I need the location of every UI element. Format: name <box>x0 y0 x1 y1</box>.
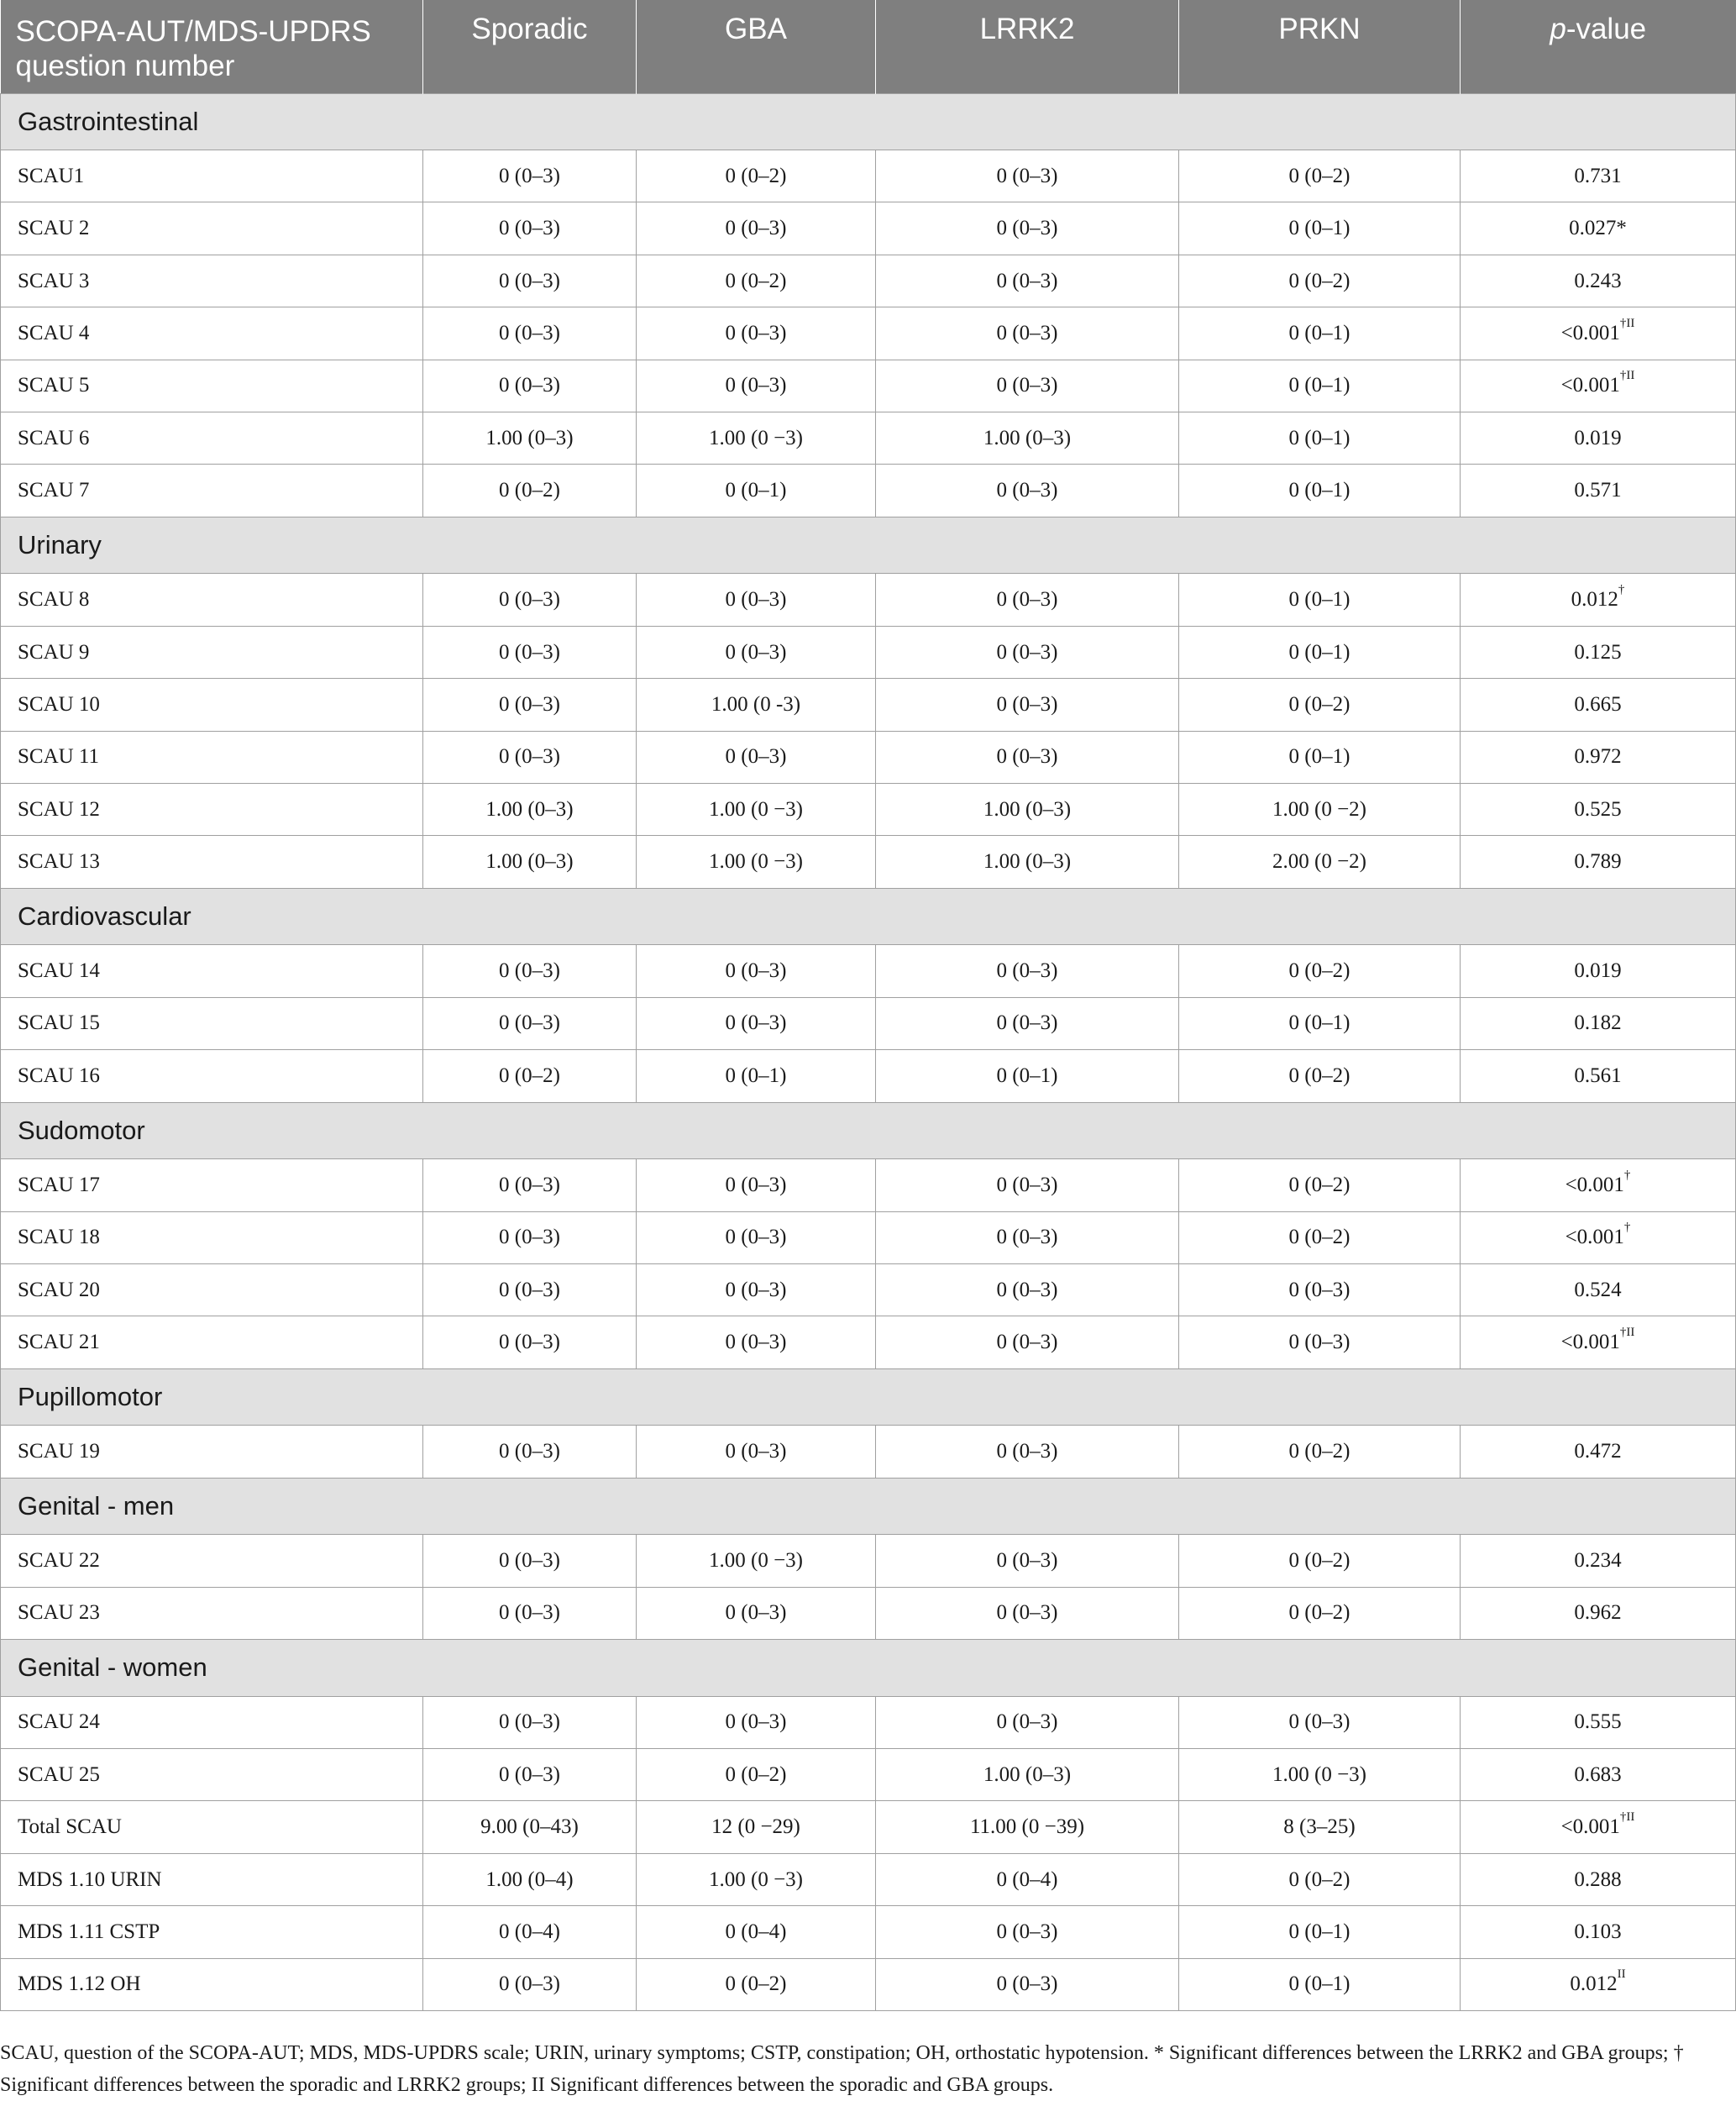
cell-gba: 0 (0–3) <box>637 945 876 997</box>
table-row <box>1 307 1736 360</box>
cell-lrrk2: 1.00 (0–3) <box>876 783 1179 835</box>
cell-gba: 0 (0–3) <box>637 1696 876 1748</box>
significance-marker: † <box>1623 1168 1631 1182</box>
section-title: Gastrointestinal <box>1 93 1736 150</box>
cell-p-value <box>1461 150 1736 202</box>
cell-p-value <box>1461 574 1736 626</box>
section-header-row <box>1 93 1736 150</box>
cell-lrrk2: 0 (0–3) <box>876 1696 1179 1748</box>
p-value-text: <0.001 <box>1560 1330 1620 1353</box>
cell-prkn: 0 (0–2) <box>1179 255 1461 307</box>
row-label: SCAU1 <box>1 150 423 202</box>
section-title: Genital - men <box>1 1478 1736 1535</box>
p-value-text: <0.001 <box>1565 1173 1624 1196</box>
cell-p-value <box>1461 1159 1736 1211</box>
table-row <box>1 1263 1736 1316</box>
row-label: MDS 1.12 OH <box>1 1958 423 2010</box>
cell-gba: 0 (0–3) <box>637 574 876 626</box>
cell-lrrk2: 0 (0–3) <box>876 255 1179 307</box>
significance-marker: †II <box>1619 1810 1635 1825</box>
table-row <box>1 150 1736 202</box>
row-label: SCAU 10 <box>1 679 423 731</box>
cell-prkn: 2.00 (0 −2) <box>1179 836 1461 888</box>
cell-prkn: 0 (0–2) <box>1179 1211 1461 1263</box>
p-value-text: 0.665 <box>1574 692 1622 716</box>
p-value-text: 0.012 <box>1571 588 1618 612</box>
cell-sporadic: 0 (0–4) <box>423 1906 637 1958</box>
row-label: SCAU 13 <box>1 836 423 888</box>
cell-sporadic: 0 (0–3) <box>423 1749 637 1801</box>
table-row <box>1 1696 1736 1748</box>
table-row <box>1 679 1736 731</box>
cell-lrrk2: 0 (0–3) <box>876 1263 1179 1316</box>
table-body <box>1 93 1736 2010</box>
row-label: SCAU 2 <box>1 202 423 255</box>
row-label: SCAU 9 <box>1 626 423 678</box>
p-value-text: 0.731 <box>1574 164 1622 187</box>
cell-gba: 0 (0–2) <box>637 1958 876 2010</box>
table-row <box>1 1958 1736 2010</box>
cell-lrrk2: 0 (0–3) <box>876 679 1179 731</box>
table-row <box>1 1906 1736 1958</box>
cell-sporadic: 0 (0–3) <box>423 1159 637 1211</box>
cell-p-value <box>1461 360 1736 412</box>
cell-p-value <box>1461 783 1736 835</box>
table-row <box>1 1426 1736 1478</box>
cell-prkn: 0 (0–1) <box>1179 1958 1461 2010</box>
cell-sporadic: 0 (0–3) <box>423 150 637 202</box>
table-row <box>1 997 1736 1049</box>
cell-p-value <box>1461 1801 1736 1853</box>
table-row <box>1 1587 1736 1639</box>
cell-p-value <box>1461 1958 1736 2010</box>
cell-gba: 0 (0–3) <box>637 202 876 255</box>
cell-prkn: 1.00 (0 −3) <box>1179 1749 1461 1801</box>
row-label: SCAU 20 <box>1 1263 423 1316</box>
cell-gba: 0 (0–3) <box>637 1587 876 1639</box>
cell-lrrk2: 0 (0–3) <box>876 465 1179 517</box>
row-label: SCAU 23 <box>1 1587 423 1639</box>
cell-p-value <box>1461 997 1736 1049</box>
cell-lrrk2: 0 (0–3) <box>876 1958 1179 2010</box>
header-lrrk2: LRRK2 <box>876 0 1179 93</box>
cell-prkn: 0 (0–1) <box>1179 465 1461 517</box>
cell-sporadic: 1.00 (0–3) <box>423 412 637 465</box>
table-row <box>1 465 1736 517</box>
header-row <box>1 0 1736 93</box>
cell-p-value <box>1461 1535 1736 1587</box>
cell-p-value <box>1461 731 1736 783</box>
row-label: MDS 1.11 CSTP <box>1 1906 423 1958</box>
cell-sporadic: 0 (0–3) <box>423 1211 637 1263</box>
cell-gba: 0 (0–3) <box>637 307 876 360</box>
cell-lrrk2: 0 (0–3) <box>876 626 1179 678</box>
header-prkn: PRKN <box>1179 0 1461 93</box>
cell-sporadic: 0 (0–3) <box>423 997 637 1049</box>
cell-sporadic: 0 (0–2) <box>423 1050 637 1102</box>
row-label: SCAU 3 <box>1 255 423 307</box>
cell-sporadic: 9.00 (0–43) <box>423 1801 637 1853</box>
cell-sporadic: 0 (0–3) <box>423 945 637 997</box>
cell-p-value <box>1461 255 1736 307</box>
table-header <box>1 0 1736 93</box>
cell-gba: 0 (0–2) <box>637 255 876 307</box>
p-value-text: 0.012 <box>1570 1972 1618 1996</box>
cell-sporadic: 0 (0–3) <box>423 1426 637 1478</box>
table-row <box>1 731 1736 783</box>
cell-lrrk2: 0 (0–3) <box>876 574 1179 626</box>
cell-prkn: 0 (0–2) <box>1179 679 1461 731</box>
cell-prkn: 0 (0–2) <box>1179 1535 1461 1587</box>
row-label: Total SCAU <box>1 1801 423 1853</box>
table-row <box>1 1159 1736 1211</box>
cell-sporadic: 1.00 (0–3) <box>423 836 637 888</box>
p-value-text: 0.525 <box>1574 797 1622 821</box>
cell-prkn: 0 (0–1) <box>1179 574 1461 626</box>
section-header-row <box>1 888 1736 945</box>
p-value-text: 0.182 <box>1574 1011 1622 1035</box>
cell-p-value <box>1461 1211 1736 1263</box>
row-label: SCAU 15 <box>1 997 423 1049</box>
cell-gba: 0 (0–3) <box>637 1263 876 1316</box>
cell-sporadic: 0 (0–3) <box>423 679 637 731</box>
row-label: MDS 1.10 URIN <box>1 1853 423 1905</box>
cell-prkn: 0 (0–1) <box>1179 626 1461 678</box>
header-question-number: SCOPA-AUT/MDS-UPDRS question number <box>1 0 423 93</box>
cell-p-value <box>1461 1696 1736 1748</box>
row-label: SCAU 12 <box>1 783 423 835</box>
significance-marker: † <box>1618 583 1625 597</box>
cell-prkn: 0 (0–2) <box>1179 1853 1461 1905</box>
table-row <box>1 945 1736 997</box>
cell-lrrk2: 0 (0–3) <box>876 307 1179 360</box>
cell-gba: 1.00 (0 −3) <box>637 412 876 465</box>
header-p-italic: p <box>1550 13 1566 45</box>
cell-lrrk2: 0 (0–3) <box>876 1426 1179 1478</box>
cell-lrrk2: 0 (0–3) <box>876 1211 1179 1263</box>
table-row <box>1 1853 1736 1905</box>
cell-gba: 0 (0–1) <box>637 465 876 517</box>
cell-prkn: 0 (0–2) <box>1179 1159 1461 1211</box>
p-value-text: <0.001 <box>1560 321 1620 344</box>
header-gba: GBA <box>637 0 876 93</box>
cell-gba: 1.00 (0 −3) <box>637 836 876 888</box>
cell-gba: 1.00 (0 −3) <box>637 1853 876 1905</box>
table-footnote: SCAU, question of the SCOPA-AUT; MDS, MDS-UPDRS scale; URIN, urinary symptoms; CSTP, constipation; OH, orthostatic hypotension. * Significant differences between the LRRK2 and GBA groups; † Significant differences between the sporadic and LRRK2 groups; II Significant differences between the sporadic and GBA groups. <box>0 2042 1684 2096</box>
cell-p-value <box>1461 836 1736 888</box>
cell-lrrk2: 0 (0–4) <box>876 1853 1179 1905</box>
section-title: Sudomotor <box>1 1102 1736 1159</box>
p-value-text: 0.524 <box>1574 1278 1622 1301</box>
p-value-text: <0.001 <box>1560 1815 1620 1839</box>
cell-sporadic: 0 (0–3) <box>423 731 637 783</box>
cell-p-value <box>1461 1426 1736 1478</box>
p-value-text: 0.288 <box>1574 1867 1622 1891</box>
p-value-text: 0.789 <box>1574 850 1622 874</box>
cell-gba: 0 (0–3) <box>637 731 876 783</box>
cell-prkn: 0 (0–2) <box>1179 1426 1461 1478</box>
significance-marker: †II <box>1619 1325 1635 1339</box>
cell-prkn: 8 (3–25) <box>1179 1801 1461 1853</box>
header-sporadic: Sporadic <box>423 0 637 93</box>
cell-prkn: 0 (0–1) <box>1179 202 1461 255</box>
cell-p-value <box>1461 945 1736 997</box>
cell-lrrk2: 0 (0–3) <box>876 1316 1179 1368</box>
cell-gba: 0 (0–3) <box>637 997 876 1049</box>
p-value-text: 0.972 <box>1574 745 1622 769</box>
significance-marker: †II <box>1619 369 1635 383</box>
cell-gba: 0 (0–3) <box>637 626 876 678</box>
cell-p-value <box>1461 1853 1736 1905</box>
cell-gba: 0 (0–4) <box>637 1906 876 1958</box>
significance-marker: † <box>1623 1221 1631 1235</box>
cell-lrrk2: 1.00 (0–3) <box>876 836 1179 888</box>
table-row <box>1 412 1736 465</box>
cell-p-value <box>1461 1749 1736 1801</box>
table-row <box>1 1535 1736 1587</box>
cell-gba: 0 (0–3) <box>637 360 876 412</box>
cell-lrrk2: 1.00 (0–3) <box>876 412 1179 465</box>
cell-prkn: 0 (0–2) <box>1179 1587 1461 1639</box>
cell-p-value <box>1461 412 1736 465</box>
row-label: SCAU 19 <box>1 1426 423 1478</box>
cell-prkn: 0 (0–1) <box>1179 412 1461 465</box>
cell-prkn: 0 (0–3) <box>1179 1263 1461 1316</box>
cell-prkn: 0 (0–3) <box>1179 1316 1461 1368</box>
section-header-row <box>1 1478 1736 1535</box>
cell-p-value <box>1461 1316 1736 1368</box>
cell-p-value <box>1461 626 1736 678</box>
row-label: SCAU 5 <box>1 360 423 412</box>
p-value-text: <0.001 <box>1560 374 1620 397</box>
cell-sporadic: 0 (0–3) <box>423 1263 637 1316</box>
cell-gba: 1.00 (0 -3) <box>637 679 876 731</box>
cell-lrrk2: 0 (0–3) <box>876 731 1179 783</box>
p-value-text: 0.962 <box>1574 1601 1622 1625</box>
p-value-text: 0.561 <box>1574 1064 1622 1087</box>
p-value-text: 0.125 <box>1574 640 1622 664</box>
cell-prkn: 0 (0–2) <box>1179 1050 1461 1102</box>
cell-p-value <box>1461 1263 1736 1316</box>
cell-sporadic: 0 (0–3) <box>423 202 637 255</box>
cell-sporadic: 0 (0–3) <box>423 1696 637 1748</box>
cell-p-value <box>1461 202 1736 255</box>
cell-lrrk2: 1.00 (0–3) <box>876 1749 1179 1801</box>
cell-gba: 0 (0–2) <box>637 1749 876 1801</box>
table-row <box>1 1316 1736 1368</box>
cell-sporadic: 0 (0–3) <box>423 1958 637 2010</box>
cell-p-value <box>1461 1906 1736 1958</box>
row-label: SCAU 22 <box>1 1535 423 1587</box>
section-header-row <box>1 517 1736 574</box>
cell-lrrk2: 0 (0–3) <box>876 997 1179 1049</box>
cell-sporadic: 0 (0–3) <box>423 1535 637 1587</box>
section-title: Genital - women <box>1 1640 1736 1697</box>
table-row <box>1 1050 1736 1102</box>
header-p-value <box>1461 0 1736 93</box>
p-value-text: <0.001 <box>1565 1226 1624 1249</box>
cell-prkn: 0 (0–2) <box>1179 150 1461 202</box>
row-label: SCAU 24 <box>1 1696 423 1748</box>
table-row <box>1 783 1736 835</box>
p-value-text: 0.683 <box>1574 1762 1622 1786</box>
row-label: SCAU 25 <box>1 1749 423 1801</box>
section-header-row <box>1 1102 1736 1159</box>
cell-prkn: 0 (0–1) <box>1179 360 1461 412</box>
cell-p-value <box>1461 679 1736 731</box>
cell-gba: 0 (0–3) <box>637 1159 876 1211</box>
cell-sporadic: 0 (0–3) <box>423 255 637 307</box>
table-row <box>1 836 1736 888</box>
cell-gba: 0 (0–3) <box>637 1316 876 1368</box>
cell-gba: 12 (0 −29) <box>637 1801 876 1853</box>
cell-gba: 0 (0–1) <box>637 1050 876 1102</box>
cell-prkn: 0 (0–1) <box>1179 307 1461 360</box>
cell-gba: 1.00 (0 −3) <box>637 783 876 835</box>
p-value-text: 0.571 <box>1574 479 1622 502</box>
row-label: SCAU 8 <box>1 574 423 626</box>
row-label: SCAU 11 <box>1 731 423 783</box>
table-row <box>1 1801 1736 1853</box>
p-value-text: 0.234 <box>1574 1548 1622 1572</box>
p-value-text: 0.243 <box>1574 269 1622 292</box>
table-row <box>1 1749 1736 1801</box>
cell-sporadic: 0 (0–3) <box>423 307 637 360</box>
row-label: SCAU 14 <box>1 945 423 997</box>
cell-p-value <box>1461 1050 1736 1102</box>
cell-p-value <box>1461 307 1736 360</box>
cell-lrrk2: 0 (0–3) <box>876 1159 1179 1211</box>
p-value-text: 0.027* <box>1569 217 1627 240</box>
section-title: Urinary <box>1 517 1736 574</box>
row-label: SCAU 4 <box>1 307 423 360</box>
section-title: Pupillomotor <box>1 1368 1736 1426</box>
cell-prkn: 1.00 (0 −2) <box>1179 783 1461 835</box>
cell-lrrk2: 0 (0–3) <box>876 1587 1179 1639</box>
cell-sporadic: 1.00 (0–4) <box>423 1853 637 1905</box>
table-row <box>1 360 1736 412</box>
row-label: SCAU 6 <box>1 412 423 465</box>
p-value-text: 0.555 <box>1574 1710 1622 1734</box>
row-label: SCAU 17 <box>1 1159 423 1211</box>
row-label: SCAU 16 <box>1 1050 423 1102</box>
cell-gba: 0 (0–3) <box>637 1211 876 1263</box>
significance-marker: II <box>1617 1967 1626 1982</box>
row-label: SCAU 7 <box>1 465 423 517</box>
cell-lrrk2: 0 (0–3) <box>876 360 1179 412</box>
cell-prkn: 0 (0–1) <box>1179 997 1461 1049</box>
significance-marker: †II <box>1619 316 1635 330</box>
table-row <box>1 626 1736 678</box>
cell-lrrk2: 0 (0–3) <box>876 150 1179 202</box>
p-value-text: 0.103 <box>1574 1920 1622 1943</box>
cell-p-value <box>1461 465 1736 517</box>
cell-lrrk2: 0 (0–3) <box>876 1535 1179 1587</box>
row-label: SCAU 21 <box>1 1316 423 1368</box>
p-value-text: 0.019 <box>1574 959 1622 983</box>
cell-prkn: 0 (0–1) <box>1179 731 1461 783</box>
cell-lrrk2: 0 (0–3) <box>876 202 1179 255</box>
cell-prkn: 0 (0–2) <box>1179 945 1461 997</box>
cell-sporadic: 0 (0–3) <box>423 360 637 412</box>
table-row <box>1 574 1736 626</box>
cell-gba: 0 (0–2) <box>637 150 876 202</box>
cell-sporadic: 0 (0–2) <box>423 465 637 517</box>
table-row <box>1 255 1736 307</box>
cell-sporadic: 0 (0–3) <box>423 626 637 678</box>
cell-p-value <box>1461 1587 1736 1639</box>
cell-sporadic: 0 (0–3) <box>423 1316 637 1368</box>
cell-prkn: 0 (0–1) <box>1179 1906 1461 1958</box>
row-label: SCAU 18 <box>1 1211 423 1263</box>
cell-sporadic: 0 (0–3) <box>423 1587 637 1639</box>
p-value-text: 0.472 <box>1574 1439 1622 1463</box>
section-title: Cardiovascular <box>1 888 1736 945</box>
cell-prkn: 0 (0–3) <box>1179 1696 1461 1748</box>
section-header-row <box>1 1368 1736 1426</box>
cell-lrrk2: 0 (0–3) <box>876 1906 1179 1958</box>
cell-lrrk2: 0 (0–3) <box>876 945 1179 997</box>
cell-sporadic: 1.00 (0–3) <box>423 783 637 835</box>
cell-lrrk2: 11.00 (0 −39) <box>876 1801 1179 1853</box>
table-row <box>1 202 1736 255</box>
p-value-text: 0.019 <box>1574 426 1622 449</box>
section-header-row <box>1 1640 1736 1697</box>
cell-gba: 0 (0–3) <box>637 1426 876 1478</box>
cell-sporadic: 0 (0–3) <box>423 574 637 626</box>
table-row <box>1 1211 1736 1263</box>
cell-lrrk2: 0 (0–1) <box>876 1050 1179 1102</box>
cell-gba: 1.00 (0 −3) <box>637 1535 876 1587</box>
header-p-suffix: -value <box>1566 13 1647 45</box>
